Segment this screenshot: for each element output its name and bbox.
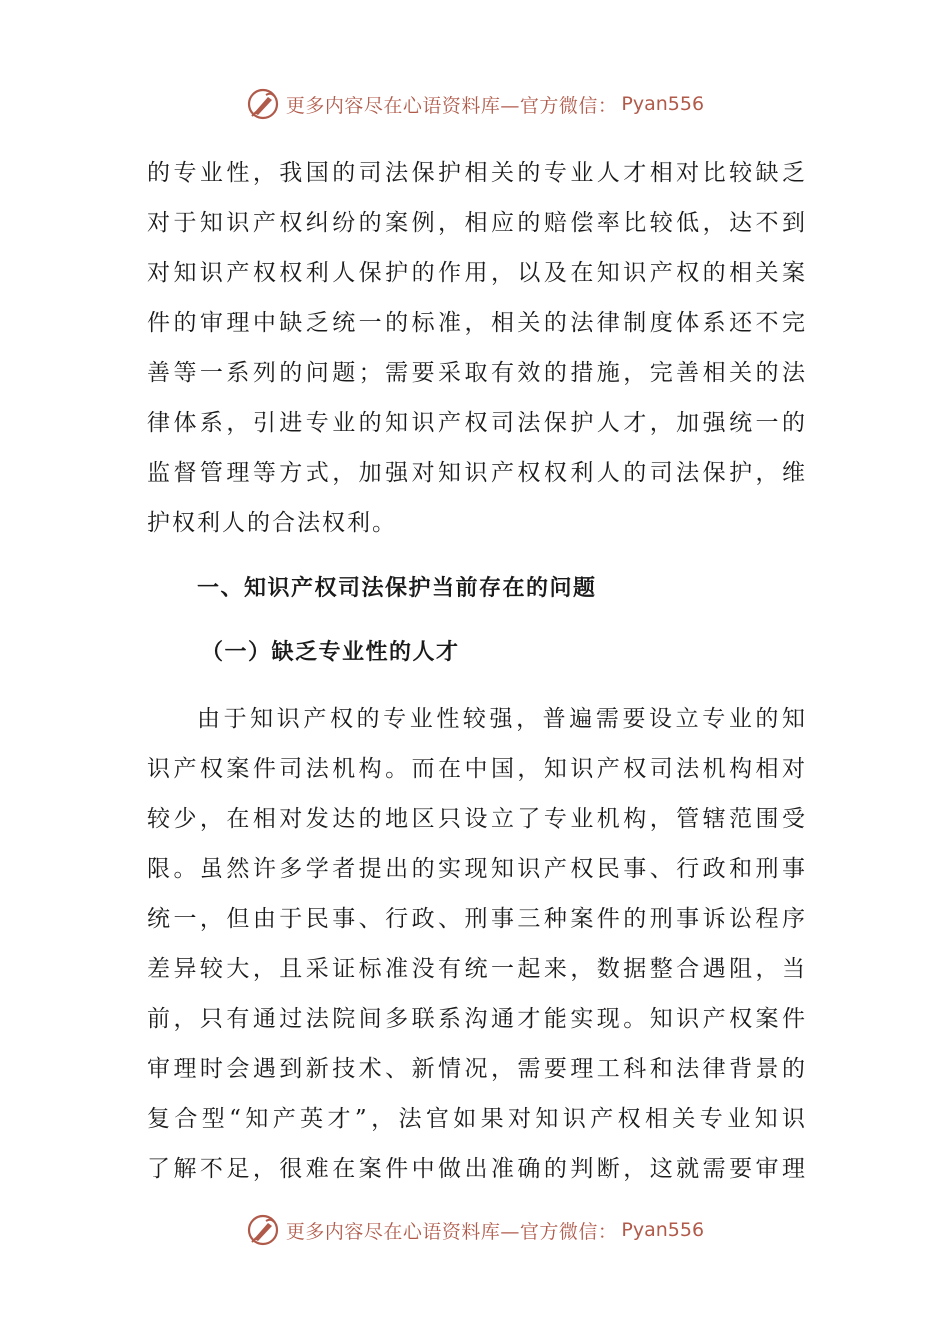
text-line: 护权利人的合法权利。 (147, 510, 397, 536)
pen-logo-icon (246, 1213, 280, 1247)
footer-watermark (0, 1210, 950, 1250)
text-line: 对知识产权权利人保护的作用，以及在知识产权的相关案 (147, 260, 807, 286)
text-line: 识产权案件司法机构。而在中国，知识产权司法机构相对 (147, 756, 807, 782)
watermark-wechat-id: Pyan556 (621, 93, 705, 115)
text-line: 由于知识产权的专业性较强，普遍需要设立专业的知 (197, 706, 807, 732)
paragraph-1 (147, 148, 807, 548)
text-line: 审理时会遇到新技术、新情况，需要理工科和法律背景的 (147, 1056, 807, 1082)
subsection-heading: （一）缺乏专业性的人才 (201, 640, 460, 665)
paragraph-2 (147, 694, 807, 1194)
text-line: 律体系，引进专业的知识产权司法保护人才，加强统一的 (147, 410, 807, 436)
watermark-wechat-id: Pyan556 (621, 1219, 705, 1241)
pen-logo-icon (246, 87, 280, 121)
text-line: 复合型“知产英才”，法官如果对知识产权相关专业知识 (147, 1106, 807, 1132)
section-heading: 一、知识产权司法保护当前存在的问题 (197, 576, 597, 601)
text-line: 前，只有通过法院间多联系沟通才能实现。知识产权案件 (147, 1006, 807, 1032)
text-line: 统一，但由于民事、行政、刑事三种案件的刑事诉讼程序 (147, 906, 807, 932)
header-watermark (0, 84, 950, 124)
text-line: 的专业性，我国的司法保护相关的专业人才相对比较缺乏 (147, 160, 807, 186)
text-line: 对于知识产权纠纷的案例，相应的赔偿率比较低，达不到 (147, 210, 807, 236)
text-line: 件的审理中缺乏统一的标准，相关的法律制度体系还不完 (147, 310, 807, 336)
text-line: 监督管理等方式，加强对知识产权权利人的司法保护，维 (147, 460, 807, 486)
text-line: 善等一系列的问题；需要采取有效的措施，完善相关的法 (147, 360, 807, 386)
watermark-text: 更多内容尽在心语资料库—官方微信： (285, 94, 618, 117)
document-body (147, 148, 807, 1194)
text-line: 较少，在相对发达的地区只设立了专业机构，管辖范围受 (147, 806, 807, 832)
text-line: 差异较大，且采证标准没有统一起来，数据整合遇阻，当 (147, 956, 807, 982)
text-line: 了解不足，很难在案件中做出准确的判断，这就需要审理 (147, 1156, 807, 1182)
watermark-text: 更多内容尽在心语资料库—官方微信： (285, 1220, 618, 1243)
text-line: 限。虽然许多学者提出的实现知识产权民事、行政和刑事 (147, 856, 807, 882)
